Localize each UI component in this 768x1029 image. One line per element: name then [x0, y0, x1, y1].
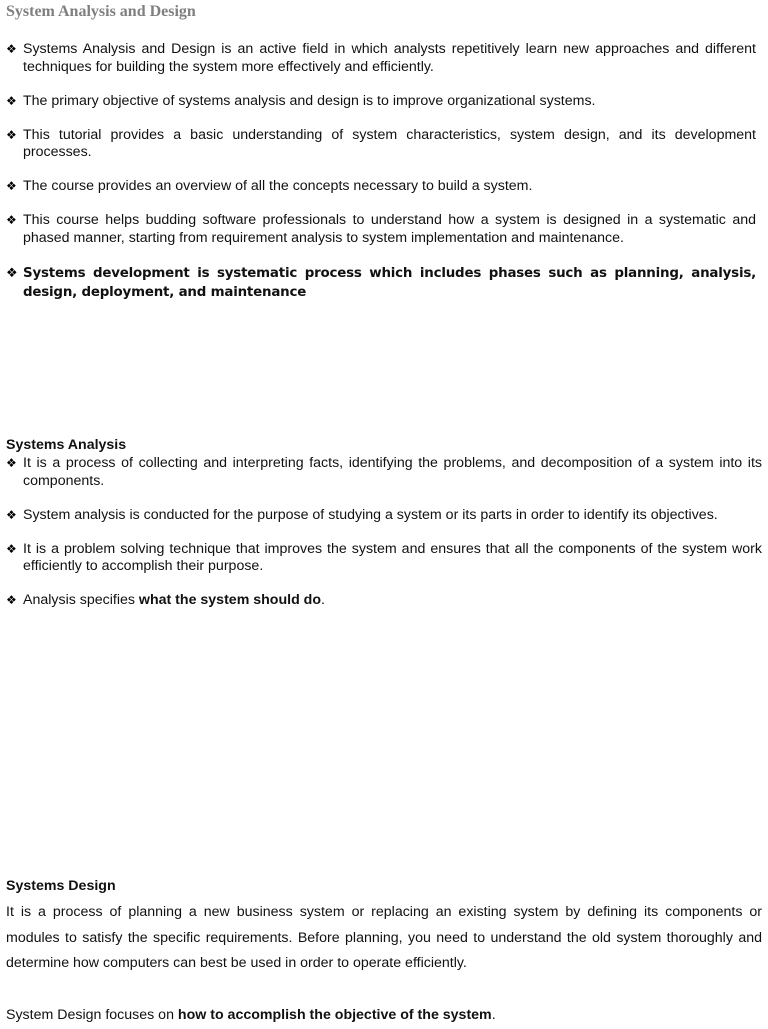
bullet-text-prefix: Analysis specifies: [23, 592, 139, 608]
list-item: [6, 592, 762, 610]
diamond-bullet-icon: ❖: [6, 179, 17, 193]
list-item-bold: [6, 264, 756, 303]
list-item: [6, 507, 762, 525]
bullet-text: This tutorial provides a basic understanding of system characteristics, system design, and its development processes.: [23, 126, 756, 160]
bullet-text: It is a process of collecting and interpreting facts, identifying the problems, and decomposition of a system into its components.: [23, 455, 762, 489]
focus-text-emphasis: how to accomplish the objective of the system: [177, 1007, 492, 1023]
diamond-bullet-icon: ❖: [6, 127, 17, 142]
bullet-text: The course provides an overview of all the concepts necessary to build a system.: [23, 178, 533, 194]
list-item: [6, 541, 762, 576]
systems-design-paragraph: It is a process of planning a new business system or replacing an existing system by defining its components or modules to satisfy the specific requirements. Before planning, you need to understand the old system thoroughly and determine how computers can best be used in order to operate efficiently.: [6, 904, 762, 972]
bullet-text: It is a problem solving technique that improves the system and ensures that all the components of the system work efficiently to accomplish their purpose.: [23, 540, 762, 574]
bullet-text: Systems development is systematic process which includes phases such as planning, analysis, design, deployment, and maintenance: [23, 265, 756, 300]
diamond-bullet-icon: ❖: [6, 593, 17, 607]
diamond-bullet-icon: ❖: [6, 93, 17, 108]
list-item: [6, 41, 756, 76]
list-item: [6, 93, 756, 111]
list-item: [6, 178, 756, 196]
diamond-bullet-icon: ❖: [6, 507, 17, 522]
diamond-bullet-icon: ❖: [6, 541, 17, 556]
intro-bullet-list: [6, 41, 756, 319]
list-item: [6, 127, 756, 162]
bullet-text: System analysis is conducted for the purpose of studying a system or its parts in order to identify its objectives.: [23, 506, 718, 523]
systems-design-focus: [6, 1003, 762, 1029]
diamond-bullet-icon: ❖: [6, 42, 17, 56]
list-item: [6, 455, 762, 490]
bullet-text-suffix: .: [321, 592, 325, 608]
list-item: [6, 212, 756, 247]
section-heading-systems-analysis: Systems Analysis: [6, 437, 127, 453]
bullet-text-emphasis: what the system should do: [138, 592, 322, 608]
section-heading-systems-design: Systems Design: [6, 878, 116, 894]
focus-text-prefix: System Design focuses on: [6, 1007, 178, 1023]
diamond-bullet-icon: ❖: [6, 265, 18, 281]
bullet-text: This course helps budding software professionals to understand how a system is designed in a systematic and phased manner, starting from requirement analysis to system implementation and maintenance.: [23, 212, 756, 246]
diamond-bullet-icon: ❖: [6, 213, 17, 227]
systems-analysis-bullet-list: [6, 455, 762, 626]
bullet-text: The primary objective of systems analysis and design is to improve organizational systems.: [23, 92, 596, 109]
diamond-bullet-icon: ❖: [6, 456, 17, 470]
bullet-text: Systems Analysis and Design is an active field in which analysts repetitively learn new approaches and different techniques for building the system more effectively and efficiently.: [23, 41, 756, 75]
focus-text-suffix: .: [491, 1007, 496, 1023]
document-title: System Analysis and Design: [6, 3, 196, 20]
